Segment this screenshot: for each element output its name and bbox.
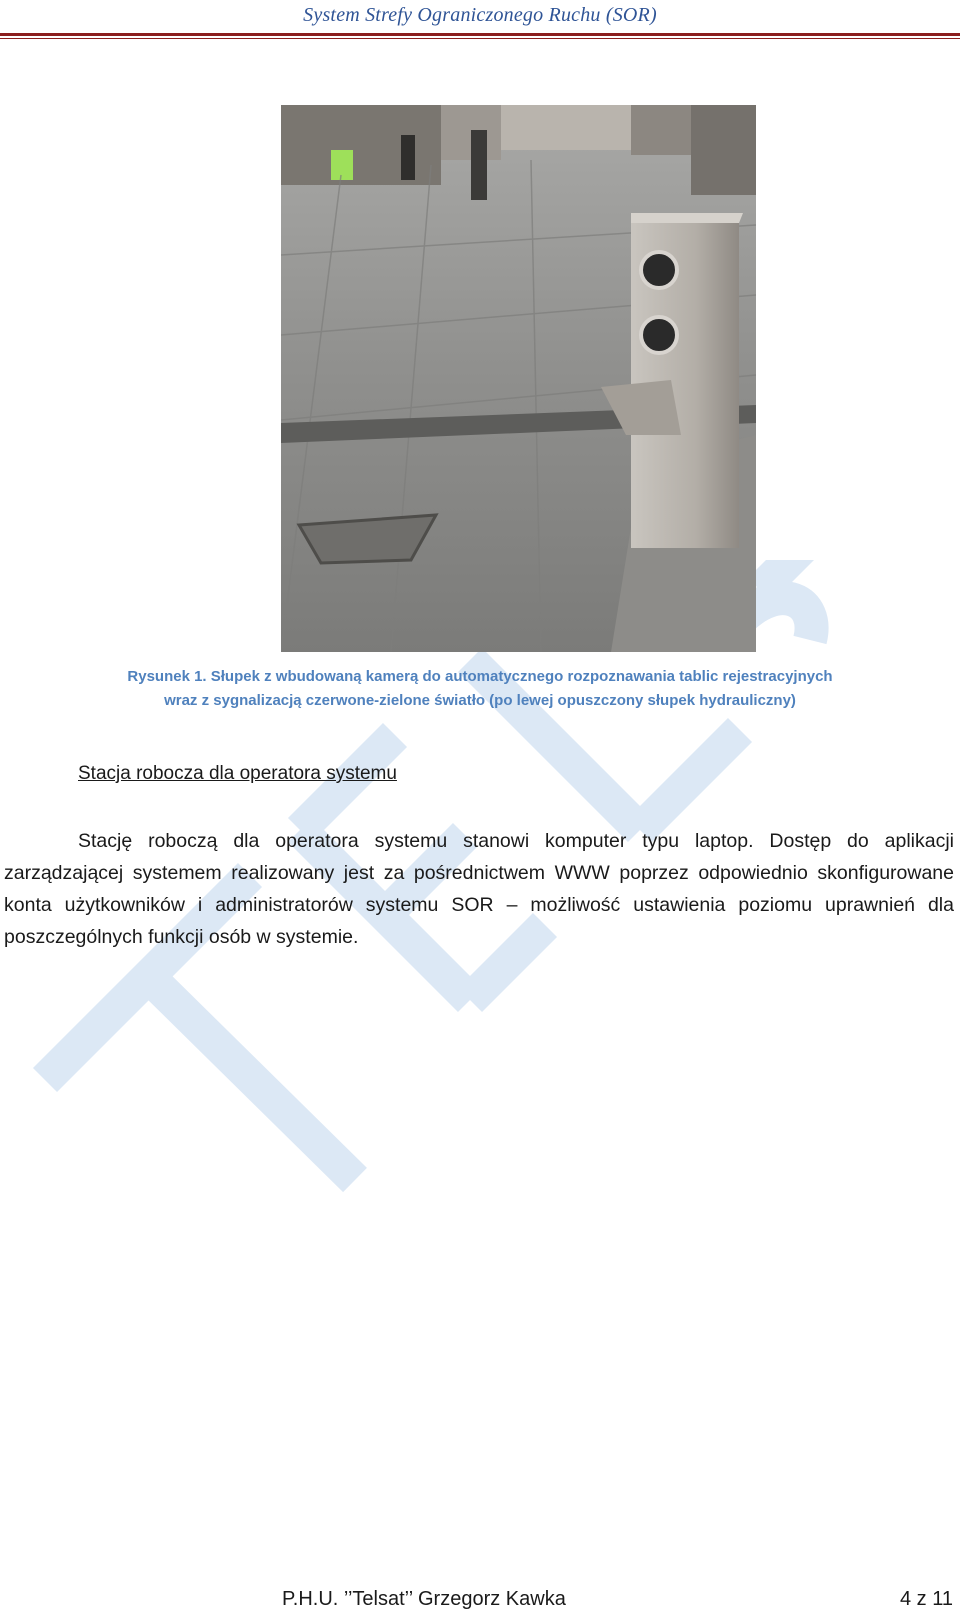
figure-photo — [281, 105, 756, 652]
footer-page-number: 4 z 11 — [900, 1588, 953, 1610]
figure-caption-line2: wraz z sygnalizacją czerwone-zielone światło (po lewej opuszczony słupek hydrauliczny) — [164, 692, 796, 709]
section-paragraph: Stację roboczą dla operatora systemu stanowi komputer typu laptop. Dostęp do aplikacji zarządzającej systemem realizowany jest za pośrednictwem WWW poprzez odpowiednio skonfigurowane konta użytkowników i administratorów systemu SOR – możliwość ustawienia poziomu uprawnień dla poszczególnych funkcji osób w systemie. — [4, 830, 954, 948]
footer-company: P.H.U. ’’Telsat’’ Grzegorz Kawka — [282, 1588, 566, 1610]
page-header-title: System Strefy Ograniczonego Ruchu (SOR) — [303, 4, 657, 26]
figure-caption — [60, 665, 900, 713]
section-heading: Stacja robocza dla operatora systemu — [78, 763, 397, 784]
bollard-photo-icon — [281, 105, 756, 652]
header-rule-thin — [0, 38, 960, 39]
figure-caption-line1: Rysunek 1. Słupek z wbudowaną kamerą do automatycznego rozpoznawania tablic rejestracyjnych — [127, 668, 833, 685]
header-rule-thick — [0, 33, 960, 36]
